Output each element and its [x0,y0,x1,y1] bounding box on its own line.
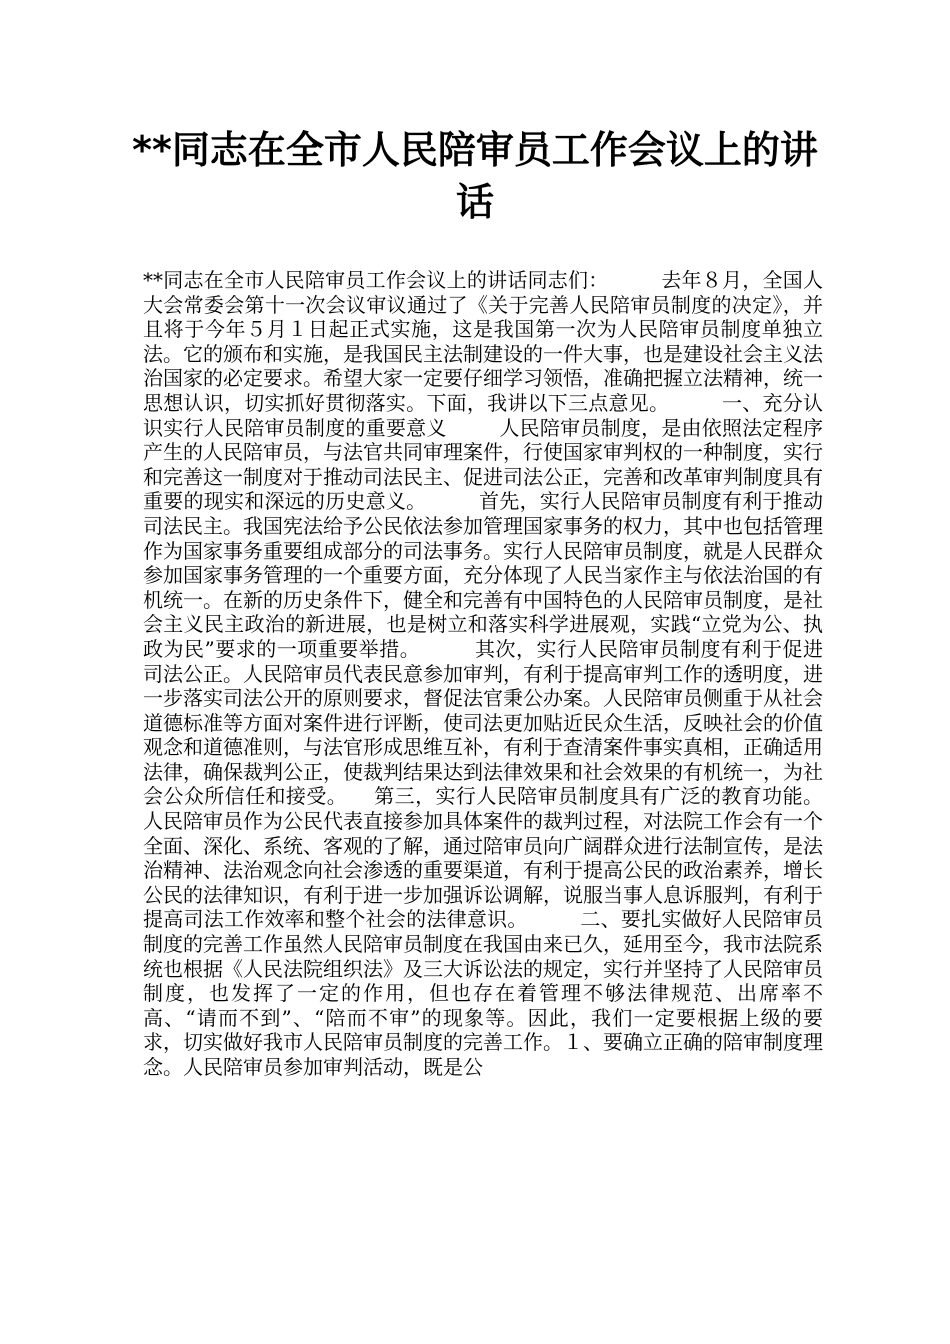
document-body [143,268,823,1080]
body-paragraph-3: 第三，实行人民陪审员制度具有广泛的教育功能。人民陪审员作为公民代表直接参加具体案件的裁判过程，对法院工作会有一个全面、深化、系统、客观的了解，通过陪审员向广阔群众进行法制宣传，是法治精神、法治观念向社会渗透的重要渠道，有利于提高公民的政治素养，增长公民的法律知识，有利于进一步加强诉讼调解，说服当事人息诉服判，有利于提高司法工作效率和整个社会的法律意识。 二、要扎实做好人民陪审员制度的完善工作虽然人民陪审员制度在我国由来已久，延用至今，我市法院系统也根据《人民法院组织法》及三大诉讼法的规定，实行并坚持了人民陪审员制度，也发挥了一定的作用，但也存在着管理不够法律规范、出席率不高、“请而不到”、“陪而不审”的现象等。因此，我们一定要根据上级的要求，切实做好我市人民陪审员制度的完善工作。１、要确立正确的陪审制度理念。人民陪审员参加审判活动，既是公 [143,784,824,1079]
body-paragraph-1: **同志在全市人民陪审员工作会议上的讲话同志们： 去年８月，全国人大会常委会第十一次会议审议通过了《关于完善人民陪审员制度的决定》，并且将于今年５月１日起正式实施，这是我国第一次为人民陪审员制度单独立法。它的颁布和实施，是我国民主法制建设的一件大事，也是建设社会主义法治国家的必定要求。希望大家一定要仔细学习领悟，准确把握立法精神，统一思想认识，切实抓好贯彻落实。下面，我讲以下三点意见。 [143,268,823,415]
body-paragraph-2: 一、充分认识实行人民陪审员制度的重要意义 人民陪审员制度，是由依照法定程序产生的人民陪审员，与法官共同审理案件，行使国家审判权的一种制度，实行和完善这一制度对于推动司法民主、促进司法公正，完善和改革审判制度具有重要的现实和深远的历史意义。 首先，实行人民陪审员制度有利于推动司法民主。我国宪法给予公民依法参加管理国家事务的权力，其中也包括管理作为国家事务重要组成部分的司法事务。实行人民陪审员制度，就是人民群众参加国家事务管理的一个重要方面，充分体现了人民当家作主与依法治国的有机统一。在新的历史条件下，健全和完善有中国特色的人民陪审员制度，是社会主义民主政治的新进展，也是树立和落实科学进展观，实践“立党为公、执政为民”要求的一项重要举措。 其次，实行人民陪审员制度有利于促进司法公正。人民陪审员代表民意参加审判，有利于提高审判工作的透明度，进一步落实司法公开的原则要求，督促法官秉公办案。人民陪审员侧重于从社会道德标准等方面对案件进行评断，使司法更加贴近民众生活，反映社会的价值观念和道德准则，与法官形成思维互补，有利于查清案件事实真相，正确适用法律，确保裁判公正，使裁判结果达到法律效果和社会效果的有机统一，为社会公众所信任和接受。 [143,390,824,809]
document-title: **同志在全市人民陪审员工作会议上的讲话 [132,128,818,224]
